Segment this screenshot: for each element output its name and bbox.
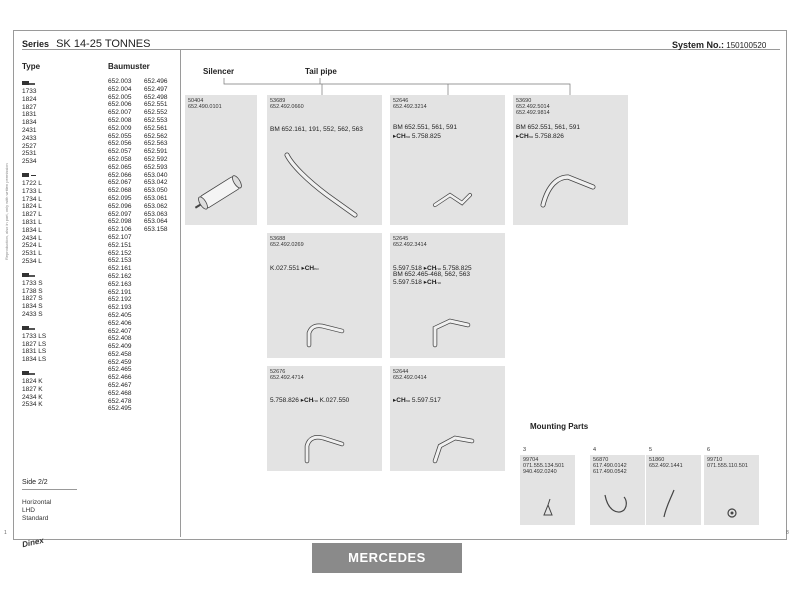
baumuster-code: 652.107 — [108, 233, 132, 241]
mount-index: 6 — [707, 447, 711, 453]
baumuster-code: 652.096 — [108, 202, 132, 210]
type-item: 2524 L — [22, 242, 42, 250]
panel-52644-code: 5.597.517 — [411, 397, 441, 404]
ch-mark: CH — [427, 279, 437, 286]
type-item: 2433 S — [22, 310, 43, 318]
mount-index: 5 — [649, 447, 653, 453]
type-group — [22, 272, 46, 319]
strap-icon — [646, 455, 701, 525]
type-item: 1733 LS — [22, 332, 47, 340]
baumuster-row — [108, 187, 168, 195]
baumuster-code: 653.061 — [144, 194, 168, 202]
baumuster-code: 652.056 — [108, 140, 132, 148]
baumuster-row — [108, 133, 168, 141]
type-item: 1827 — [22, 103, 37, 111]
silencer-drawing — [185, 95, 257, 225]
baumuster-code: 652.496 — [144, 78, 168, 85]
type-item: 1827 L — [22, 211, 42, 219]
baumuster-code: 652.097 — [108, 210, 132, 218]
panel-52646-desc2: ▸CHno 5.758.825 — [393, 133, 441, 140]
baumuster-code: 653.063 — [144, 210, 168, 218]
baumuster-row — [108, 203, 168, 211]
type-item: 1831 LS — [22, 348, 47, 356]
mount-number: 51860 — [649, 457, 665, 463]
type-item: 2531 — [22, 150, 37, 158]
baumuster-code: 652.409 — [108, 343, 132, 351]
panel-52645-code3: 5.597.518 — [393, 279, 422, 286]
baumuster-row — [108, 234, 168, 242]
baumuster-code: 652.405 — [108, 311, 132, 319]
tail-pipe-52676-drawing — [267, 366, 382, 471]
mount-ref1: 071.555.110.501 — [707, 463, 748, 469]
panel-52676-number: 52676 — [270, 369, 286, 375]
baumuster-row — [108, 218, 168, 226]
panel-52645-desc3: 5.597.518 ▸CHno — [393, 279, 441, 286]
type-item: 1733 — [22, 88, 37, 95]
type-item: 2434 K — [22, 393, 43, 401]
mount-ref1: 071.555.134.501 — [523, 463, 565, 469]
panel-53690-desc: BM 652.551, 561, 591 — [516, 124, 580, 131]
type-item: 1831 L — [22, 218, 42, 226]
panel-52646[interactable] — [390, 95, 505, 225]
baumuster-code: 652.058 — [108, 155, 132, 163]
clamp-icon — [520, 455, 575, 525]
baumuster-row — [108, 382, 168, 390]
baumuster-code: 653.062 — [144, 202, 168, 210]
type-item: 1834 L — [22, 226, 42, 234]
panel-53690[interactable] — [513, 95, 628, 225]
panel-50404-number: 50404 — [188, 98, 204, 104]
baumuster-code: 652.008 — [108, 116, 132, 124]
panel-52646-code: 5.758.825 — [411, 133, 441, 140]
panel-53689[interactable] — [267, 95, 382, 225]
baumuster-row — [108, 117, 168, 125]
baumuster-code: 652.468 — [108, 389, 132, 397]
mount-ref2: 617.490.0542 — [593, 469, 627, 475]
baumuster-code: 652.098 — [108, 218, 132, 226]
panel-53690-ref: 652.492.5014 — [516, 104, 550, 110]
baumuster-code: 653.042 — [144, 179, 168, 187]
truck-icon — [22, 80, 36, 85]
baumuster-row — [108, 312, 168, 320]
ch-mark: CH — [427, 265, 437, 272]
type-item: 1827 S — [22, 295, 43, 303]
baumuster-row — [108, 78, 168, 86]
baumuster-code: 652.465 — [108, 366, 132, 374]
hook-icon — [590, 455, 645, 525]
mount-part-99704[interactable] — [520, 447, 575, 525]
baumuster-row — [108, 335, 168, 343]
panel-52645-code: 5.597.518 — [393, 265, 422, 272]
panel-52644-number: 52644 — [393, 369, 409, 375]
panel-52645-number: 52645 — [393, 236, 409, 242]
baumuster-code: 652.553 — [144, 116, 168, 124]
baumuster-code: 652.007 — [108, 109, 132, 117]
baumuster-row — [108, 179, 168, 187]
copyright-side-text: Reproduction, also in part, only with written permission — [4, 163, 9, 260]
type-item: 1734 L — [22, 195, 42, 203]
baumuster-row — [108, 343, 168, 351]
mount-part-51860[interactable] — [646, 447, 701, 525]
type-item: 1827 LS — [22, 340, 47, 348]
panel-53690-desc2: ▸CHno 5.758.826 — [516, 133, 564, 140]
mount-ref1: 652.492.1441 — [649, 463, 683, 469]
type-item: 1824 — [22, 95, 37, 103]
baumuster-row — [108, 86, 168, 94]
baumuster-code: 652.068 — [108, 187, 132, 195]
type-item: 2531 L — [22, 250, 42, 258]
type-item: 1824 K — [22, 377, 43, 385]
baumuster-code: 653.064 — [144, 218, 168, 226]
mount-index: 4 — [593, 447, 597, 453]
baumuster-code: 652.191 — [108, 288, 132, 296]
baumuster-code: 652.562 — [144, 132, 168, 140]
baumuster-row — [108, 405, 168, 413]
baumuster-code: 652.152 — [108, 249, 132, 257]
baumuster-row — [108, 195, 168, 203]
panel-52676[interactable] — [267, 366, 382, 471]
baumuster-code: 652.561 — [144, 124, 168, 132]
baumuster-code: 652.009 — [108, 124, 132, 132]
panel-53690-code: 5.758.826 — [534, 133, 564, 140]
ch-mark: CH — [396, 133, 406, 140]
baumuster-row — [108, 351, 168, 359]
system-number — [672, 40, 766, 50]
dinex-logo: Dinex — [21, 535, 45, 550]
baumuster-code: 652.193 — [108, 304, 132, 312]
baumuster-code: 652.591 — [144, 148, 168, 156]
baumuster-row — [108, 304, 168, 312]
panel-52676-code-b: K.027.550 — [319, 397, 350, 404]
mount-number: 99704 — [523, 457, 539, 463]
mount-part-56870[interactable] — [590, 447, 645, 525]
baumuster-code: 652.004 — [108, 85, 132, 93]
type-item: 1733 L — [22, 187, 42, 195]
baumuster-list — [108, 78, 168, 413]
panel-52676-code: 5.758.826 — [270, 397, 299, 404]
mount-ref1: 617.490.0142 — [593, 463, 627, 469]
panel-53688-number: 53688 — [270, 236, 286, 242]
baumuster-code: 652.551 — [144, 101, 168, 109]
series-title: SK 14-25 TONNES — [56, 38, 151, 50]
baumuster-code: 652.406 — [108, 319, 132, 327]
tail-pipe-52646-drawing — [390, 95, 505, 225]
type-item: 2434 L — [22, 234, 42, 242]
tipper-icon — [22, 272, 36, 277]
baumuster-code: 652.495 — [108, 405, 132, 413]
baumuster-row — [108, 242, 168, 250]
baumuster-code: 652.563 — [144, 140, 168, 148]
baumuster-row — [108, 94, 168, 102]
panel-52645-desc: 5.597.518 ▸CHno 5.758.825 — [393, 265, 472, 272]
panel-52646-desc: BM 652.551, 561, 591 — [393, 124, 457, 131]
mount-number: 56870 — [593, 457, 609, 463]
baumuster-code: 652.066 — [108, 171, 132, 179]
baumuster-code: 652.552 — [144, 109, 168, 117]
type-item: 1824 L — [22, 203, 42, 211]
panel-53689-ref: 652.492.0660 — [270, 104, 304, 110]
panel-52645-code-b: 5.758.825 — [442, 265, 472, 272]
type-item: 1722 L — [22, 179, 42, 187]
type-item: 1733 S — [22, 279, 43, 287]
crane-icon — [22, 370, 36, 375]
baumuster-row — [108, 250, 168, 258]
semitrailer-icon — [22, 325, 36, 330]
footer-divider — [22, 489, 77, 490]
panel-52646-ref: 652.492.3214 — [393, 104, 427, 110]
baumuster-code: 652.003 — [108, 78, 132, 85]
baumuster-code: 652.162 — [108, 272, 132, 280]
panel-53688-desc: K.027.551 ▸CHno — [270, 265, 319, 272]
panel-52644-ref: 652.492.0414 — [393, 375, 427, 381]
baumuster-row — [108, 109, 168, 117]
side-indicator: Side 2/2 — [22, 479, 48, 486]
panel-52676-desc: 5.758.826 ▸CHno K.027.550 — [270, 397, 350, 404]
baumuster-code: 652.005 — [108, 93, 132, 101]
baumuster-code: 652.055 — [108, 132, 132, 140]
panel-52676-ref: 652.492.4714 — [270, 375, 304, 381]
type-group — [22, 80, 46, 166]
panel-50404-ref: 652.490.0101 — [188, 104, 222, 110]
baumuster-row — [108, 156, 168, 164]
corner-mark-left: 1 — [4, 530, 7, 536]
baumuster-code: 652.065 — [108, 163, 132, 171]
ch-mark: CH — [519, 133, 529, 140]
baumuster-row — [108, 273, 168, 281]
baumuster-row — [108, 101, 168, 109]
type-item: 1834 LS — [22, 356, 47, 364]
tail-pipe-53689-drawing — [267, 95, 382, 225]
brand-badge: MERCEDES — [312, 543, 462, 573]
tail-pipe-heading: Tail pipe — [305, 67, 337, 76]
mount-part-99710[interactable] — [704, 447, 759, 525]
type-item: 2534 L — [22, 257, 42, 265]
type-column-header: Type — [22, 62, 41, 71]
baumuster-code: 652.458 — [108, 350, 132, 358]
series-heading — [22, 38, 150, 50]
baumuster-row — [108, 164, 168, 172]
panel-53688-ref: 652.492.0269 — [270, 242, 304, 248]
type-group — [22, 325, 46, 364]
type-item: 1834 S — [22, 303, 43, 311]
baumuster-row — [108, 226, 168, 234]
type-group — [22, 172, 46, 266]
type-group — [22, 370, 46, 409]
baumuster-row — [108, 257, 168, 265]
baumuster-code: 652.467 — [108, 382, 132, 390]
baumuster-row — [108, 328, 168, 336]
baumuster-column-header: Baumuster — [108, 62, 150, 71]
config-horizontal: Horizontal — [22, 499, 52, 506]
baumuster-code: 652.067 — [108, 179, 132, 187]
panel-52645[interactable] — [390, 233, 505, 358]
tail-pipe-53690-drawing — [513, 95, 628, 225]
panel-53690-number: 53690 — [516, 98, 532, 104]
tail-pipe-52645-drawing — [390, 233, 505, 358]
panel-52645-desc2: BM 652.465-468, 562, 563 — [393, 271, 470, 278]
baumuster-code: 652.592 — [144, 155, 168, 163]
baumuster-code: 653.040 — [144, 171, 168, 179]
baumuster-row — [108, 320, 168, 328]
type-item: 1738 S — [22, 287, 43, 295]
baumuster-row — [108, 390, 168, 398]
baumuster-row — [108, 289, 168, 297]
tail-pipe-53688-drawing — [267, 233, 382, 358]
baumuster-code: 652.163 — [108, 280, 132, 288]
baumuster-code: 652.106 — [108, 226, 132, 234]
baumuster-code: 652.095 — [108, 194, 132, 202]
ch-mark: CH — [396, 397, 406, 404]
type-item: 2431 — [22, 126, 37, 134]
system-label: System No.: — [672, 40, 725, 50]
panel-52644-desc: ▸CHno 5.597.517 — [393, 397, 441, 404]
silencer-heading: Silencer — [203, 67, 235, 76]
baumuster-row — [108, 265, 168, 273]
type-list — [22, 78, 46, 415]
type-item: 2534 K — [22, 401, 43, 409]
panel-53688[interactable] — [267, 233, 382, 358]
type-item: 1827 K — [22, 385, 43, 393]
baumuster-row — [108, 211, 168, 219]
baumuster-code: 652.466 — [108, 374, 132, 382]
baumuster-code: 653.050 — [144, 187, 168, 195]
baumuster-row — [108, 398, 168, 406]
baumuster-row — [108, 172, 168, 180]
baumuster-code: 652.593 — [144, 163, 168, 171]
baumuster-row — [108, 125, 168, 133]
baumuster-code: 652.161 — [108, 265, 132, 273]
panel-53689-desc: BM 652.161, 191, 552, 562, 563 — [270, 126, 363, 133]
panel-53689-number: 53689 — [270, 98, 286, 104]
series-label: Series — [22, 39, 50, 49]
nut-icon — [704, 455, 759, 525]
panel-52644[interactable] — [390, 366, 505, 471]
baumuster-code: 652.006 — [108, 101, 132, 109]
baumuster-code: 652.498 — [144, 93, 168, 101]
baumuster-row — [108, 359, 168, 367]
baumuster-code: 652.478 — [108, 397, 132, 405]
panel-50404[interactable] — [185, 95, 257, 225]
ch-mark: CH — [304, 265, 315, 272]
configuration-block — [22, 499, 51, 523]
tail-pipe-52644-drawing — [390, 366, 505, 471]
panel-53688-code: K.027.551 — [270, 265, 300, 272]
baumuster-code: 652.497 — [144, 85, 168, 93]
mount-index: 3 — [523, 447, 527, 453]
baumuster-row — [108, 140, 168, 148]
baumuster-row — [108, 281, 168, 289]
baumuster-code: 653.158 — [144, 226, 168, 234]
type-item: 1831 — [22, 111, 37, 119]
baumuster-row — [108, 366, 168, 374]
system-value: 150100520 — [726, 41, 767, 50]
panel-52646-number: 52646 — [393, 98, 409, 104]
baumuster-code: 652.407 — [108, 327, 132, 335]
mount-number: 99710 — [707, 457, 723, 463]
config-lhd: LHD — [22, 507, 36, 514]
panel-52645-ref: 652.492.3414 — [393, 242, 427, 248]
ch-mark: CH — [304, 397, 314, 404]
baumuster-code: 652.151 — [108, 241, 132, 249]
column-divider — [180, 50, 181, 537]
type-item: 2527 — [22, 142, 37, 150]
baumuster-code: 652.153 — [108, 257, 132, 265]
baumuster-code: 652.459 — [108, 358, 132, 366]
type-item: 2534 — [22, 158, 37, 166]
baumuster-row — [108, 296, 168, 304]
tractor-icon — [22, 172, 36, 177]
baumuster-code: 652.408 — [108, 335, 132, 343]
type-item: 1834 — [22, 119, 37, 127]
baumuster-code: 652.192 — [108, 296, 132, 304]
baumuster-row — [108, 374, 168, 382]
type-item: 2433 — [22, 134, 37, 142]
mounting-parts-heading: Mounting Parts — [530, 422, 589, 431]
panel-53690-ref2: 652.492.9814 — [516, 110, 550, 116]
config-standard: Standard — [22, 515, 49, 522]
baumuster-row — [108, 148, 168, 156]
baumuster-code: 652.057 — [108, 148, 132, 156]
corner-mark-right: 8 — [786, 530, 789, 536]
mount-ref2: 940.492.0240 — [523, 469, 557, 475]
